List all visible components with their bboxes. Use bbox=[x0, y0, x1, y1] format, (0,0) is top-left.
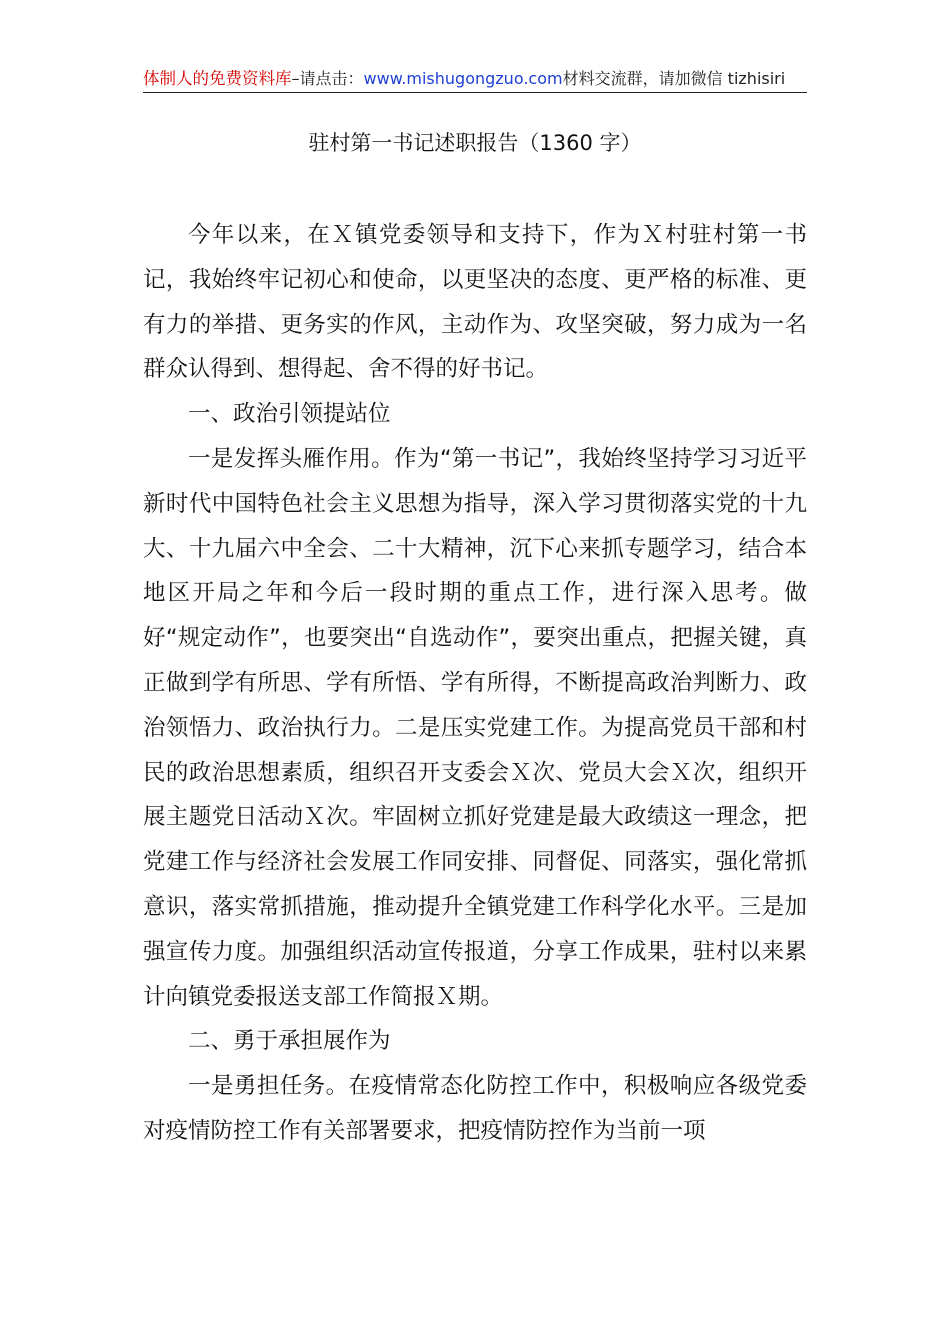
header-website-link[interactable]: www.mishugongzuo.com bbox=[363, 69, 563, 88]
section-2-paragraph: 一是勇担任务。在疫情常态化防控工作中，积极响应各级党委对疫情防控工作有关部署要求，把疫情防控作为当前一项 bbox=[143, 1073, 807, 1144]
section-heading-2: 二、勇于承担展作为 bbox=[188, 1028, 391, 1055]
header-prompt: –请点击： bbox=[291, 69, 364, 88]
document-title: 驻村第一书记述职报告（1360 字） bbox=[308, 131, 642, 155]
section-1-paragraph: 一是发挥头雁作用。作为“第一书记”，我始终坚持学习习近平新时代中国特色社会主义思想为指导，深入学习贯彻落实党的十九大、十九届六中全会、二十大精神，沉下心来抓专题学习，结合本地区开局之年和今后一段时期的重点工作，进行深入思考。做好“规定动作”，也要突出“自选动作”，要突出重点，把握关键，真正做到学有所思、学有所悟、学有所得，不断提高政治判断力、政治领悟力、政治执行力。二是压实党建工作。为提高党员干部和村民的政治思想素质，组织召开支委会Ｘ次、党员大会Ｘ次，组织开展主题党日活动Ｘ次。牢固树立抓好党建是最大政绩这一理念，把党建工作与经济社会发展工作同安排、同督促、同落实，强化常抓意识，落实常抓措施，推动提升全镇党建工作科学化水平。三是加强宣传力度。加强组织活动宣传报道，分享工作成果，驻村以来累计向镇党委报送支部工作简报Ｘ期。 bbox=[143, 445, 807, 1010]
page-header bbox=[143, 66, 807, 93]
header-brand: 体制人的免费资料库 bbox=[143, 69, 292, 88]
document-body bbox=[143, 213, 807, 1154]
intro-paragraph: 今年以来，在Ｘ镇党委领导和支持下，作为Ｘ村驻村第一书记，我始终牢记初心和使命，以更坚决的态度、更严格的标准、更有力的举措、更务实的作风，主动作为、攻坚突破，努力成为一名群众认得到、想得起、舍不得的好书记。 bbox=[143, 222, 807, 383]
header-contact-text: 材料交流群，请加微信 tizhisiri bbox=[562, 69, 786, 88]
section-heading-1: 一、政治引领提站位 bbox=[188, 401, 391, 428]
